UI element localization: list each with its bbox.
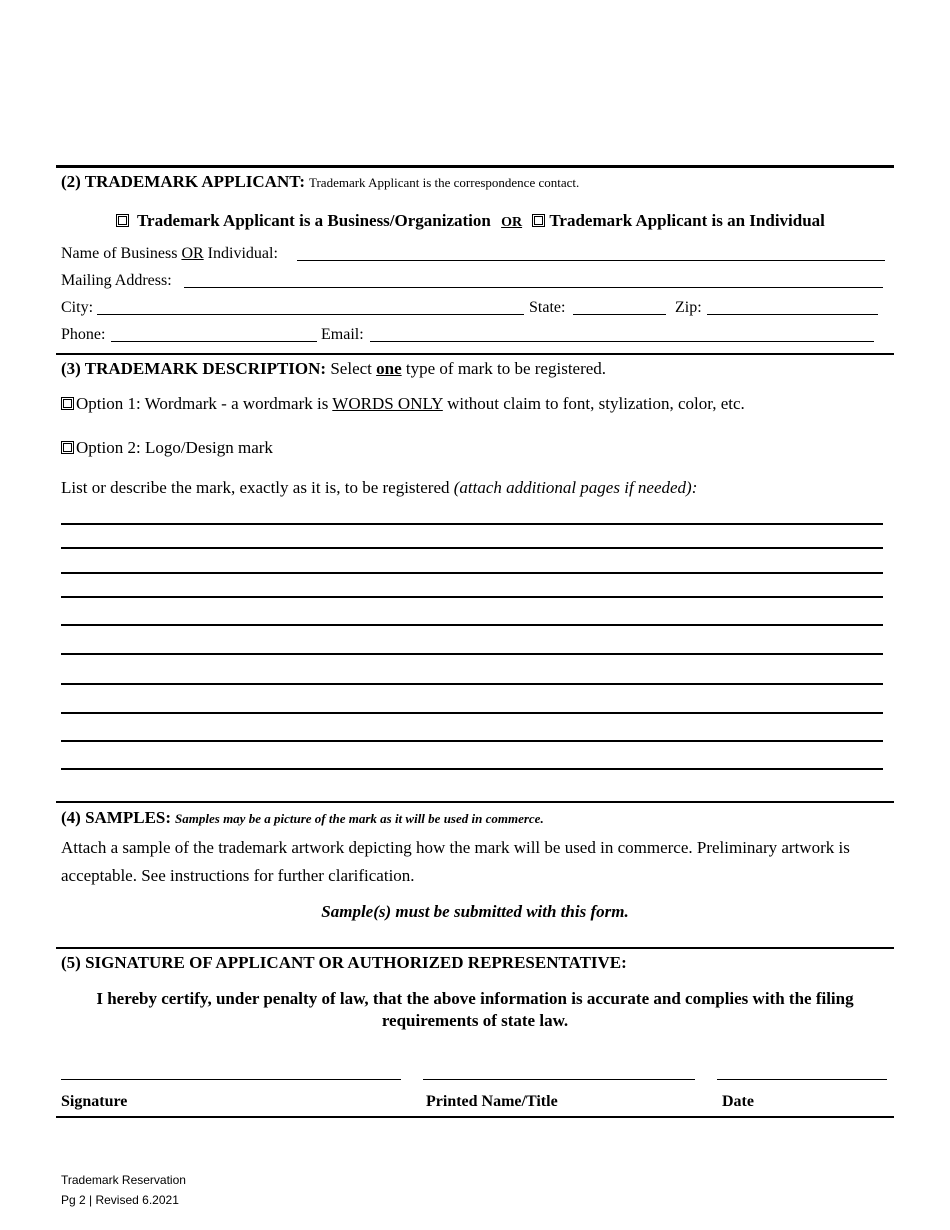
city-field[interactable]	[97, 314, 524, 315]
individual-checkbox[interactable]	[532, 214, 545, 227]
option-2-text: Option 2: Logo/Design mark	[76, 438, 273, 457]
option-2-checkbox[interactable]	[61, 441, 74, 454]
section-4-heading: (4) SAMPLES:	[61, 808, 172, 827]
section-3-instr-one: one	[376, 359, 402, 378]
date-label: Date	[722, 1093, 754, 1110]
option-1-text-b: without claim to font, stylization, color, etc.	[447, 394, 745, 413]
option-1-words-only: WORDS ONLY	[332, 394, 443, 413]
section-4-top-rule	[56, 801, 894, 803]
or-label: OR	[501, 215, 523, 230]
business-checkbox[interactable]	[116, 214, 129, 227]
section-2-note: Trademark Applicant is the correspondence contact.	[308, 175, 580, 190]
description-line[interactable]	[61, 683, 883, 685]
section-5-heading: (5) SIGNATURE OF APPLICANT OR AUTHORIZED REPRESENTATIVE:	[61, 953, 627, 972]
name-field[interactable]	[297, 260, 885, 261]
option-1-row	[61, 394, 745, 414]
describe-row	[61, 478, 697, 498]
section-2-header	[61, 172, 579, 193]
description-line[interactable]	[61, 523, 883, 525]
option-1-checkbox[interactable]	[61, 397, 74, 410]
section-2-heading: (2) TRADEMARK APPLICANT:	[61, 172, 305, 191]
samples-required-note: Sample(s) must be submitted with this form.	[321, 902, 629, 921]
email-field[interactable]	[370, 341, 874, 342]
printed-name-label: Printed Name/Title	[426, 1093, 558, 1110]
section-3-instr-b: type of mark to be registered.	[405, 359, 607, 378]
section-3-instr-a: Select	[330, 359, 372, 378]
section-3-top-rule	[56, 353, 894, 355]
certify-line-2: requirements of state law.	[381, 1011, 569, 1030]
option-2-row	[61, 438, 273, 458]
option-1-text-a: Option 1: Wordmark - a wordmark is	[76, 394, 329, 413]
section-2-top-rule	[56, 165, 894, 168]
name-label-individual: Individual:	[207, 245, 278, 262]
signature-field[interactable]	[61, 1079, 401, 1080]
business-option-label: Trademark Applicant is a Business/Organization	[136, 211, 491, 230]
name-label-business: Name of Business	[61, 245, 178, 262]
section-5-top-rule	[56, 947, 894, 949]
description-line[interactable]	[61, 768, 883, 770]
description-line[interactable]	[61, 624, 883, 626]
city-label: City:	[61, 299, 94, 316]
section-3-heading: (3) TRADEMARK DESCRIPTION:	[61, 359, 327, 378]
describe-text: List or describe the mark, exactly as it is, to be registered	[61, 478, 450, 497]
description-line[interactable]	[61, 547, 883, 549]
certify-line-1: I hereby certify, under penalty of law, that the above information is accurate and complies with the filing	[96, 989, 854, 1008]
samples-line-2: acceptable. See instructions for further clarification.	[61, 866, 415, 885]
describe-italic: (attach additional pages if needed):	[453, 478, 698, 497]
state-field[interactable]	[573, 314, 666, 315]
date-field[interactable]	[717, 1079, 887, 1080]
description-line[interactable]	[61, 572, 883, 574]
mailing-address-field[interactable]	[184, 287, 883, 288]
signature-label: Signature	[61, 1093, 128, 1110]
individual-option-label: Trademark Applicant is an Individual	[549, 211, 825, 230]
description-line[interactable]	[61, 740, 883, 742]
section-4-header	[61, 808, 544, 829]
phone-label: Phone:	[61, 326, 106, 343]
description-line[interactable]	[61, 653, 883, 655]
applicant-type-options	[116, 211, 825, 233]
zip-label: Zip:	[675, 299, 702, 316]
section-3-header	[61, 359, 606, 379]
description-line[interactable]	[61, 596, 883, 598]
printed-name-field[interactable]	[423, 1079, 695, 1080]
phone-field[interactable]	[111, 341, 317, 342]
name-label-or: OR	[181, 245, 204, 262]
footer-page-revision: Pg 2 | Revised 6.2021	[61, 1193, 179, 1207]
footer-title: Trademark Reservation	[61, 1173, 186, 1187]
description-line[interactable]	[61, 712, 883, 714]
section-5-bottom-rule	[56, 1116, 894, 1118]
name-field-label	[61, 244, 278, 264]
section-4-note: Samples may be a picture of the mark as it will be used in commerce.	[175, 811, 544, 826]
mailing-label: Mailing Address:	[61, 272, 172, 289]
zip-field[interactable]	[707, 314, 878, 315]
email-label: Email:	[321, 326, 364, 343]
state-label: State:	[529, 299, 566, 316]
samples-line-1: Attach a sample of the trademark artwork depicting how the mark will be used in commerce. Preliminary artwork is	[61, 838, 850, 857]
